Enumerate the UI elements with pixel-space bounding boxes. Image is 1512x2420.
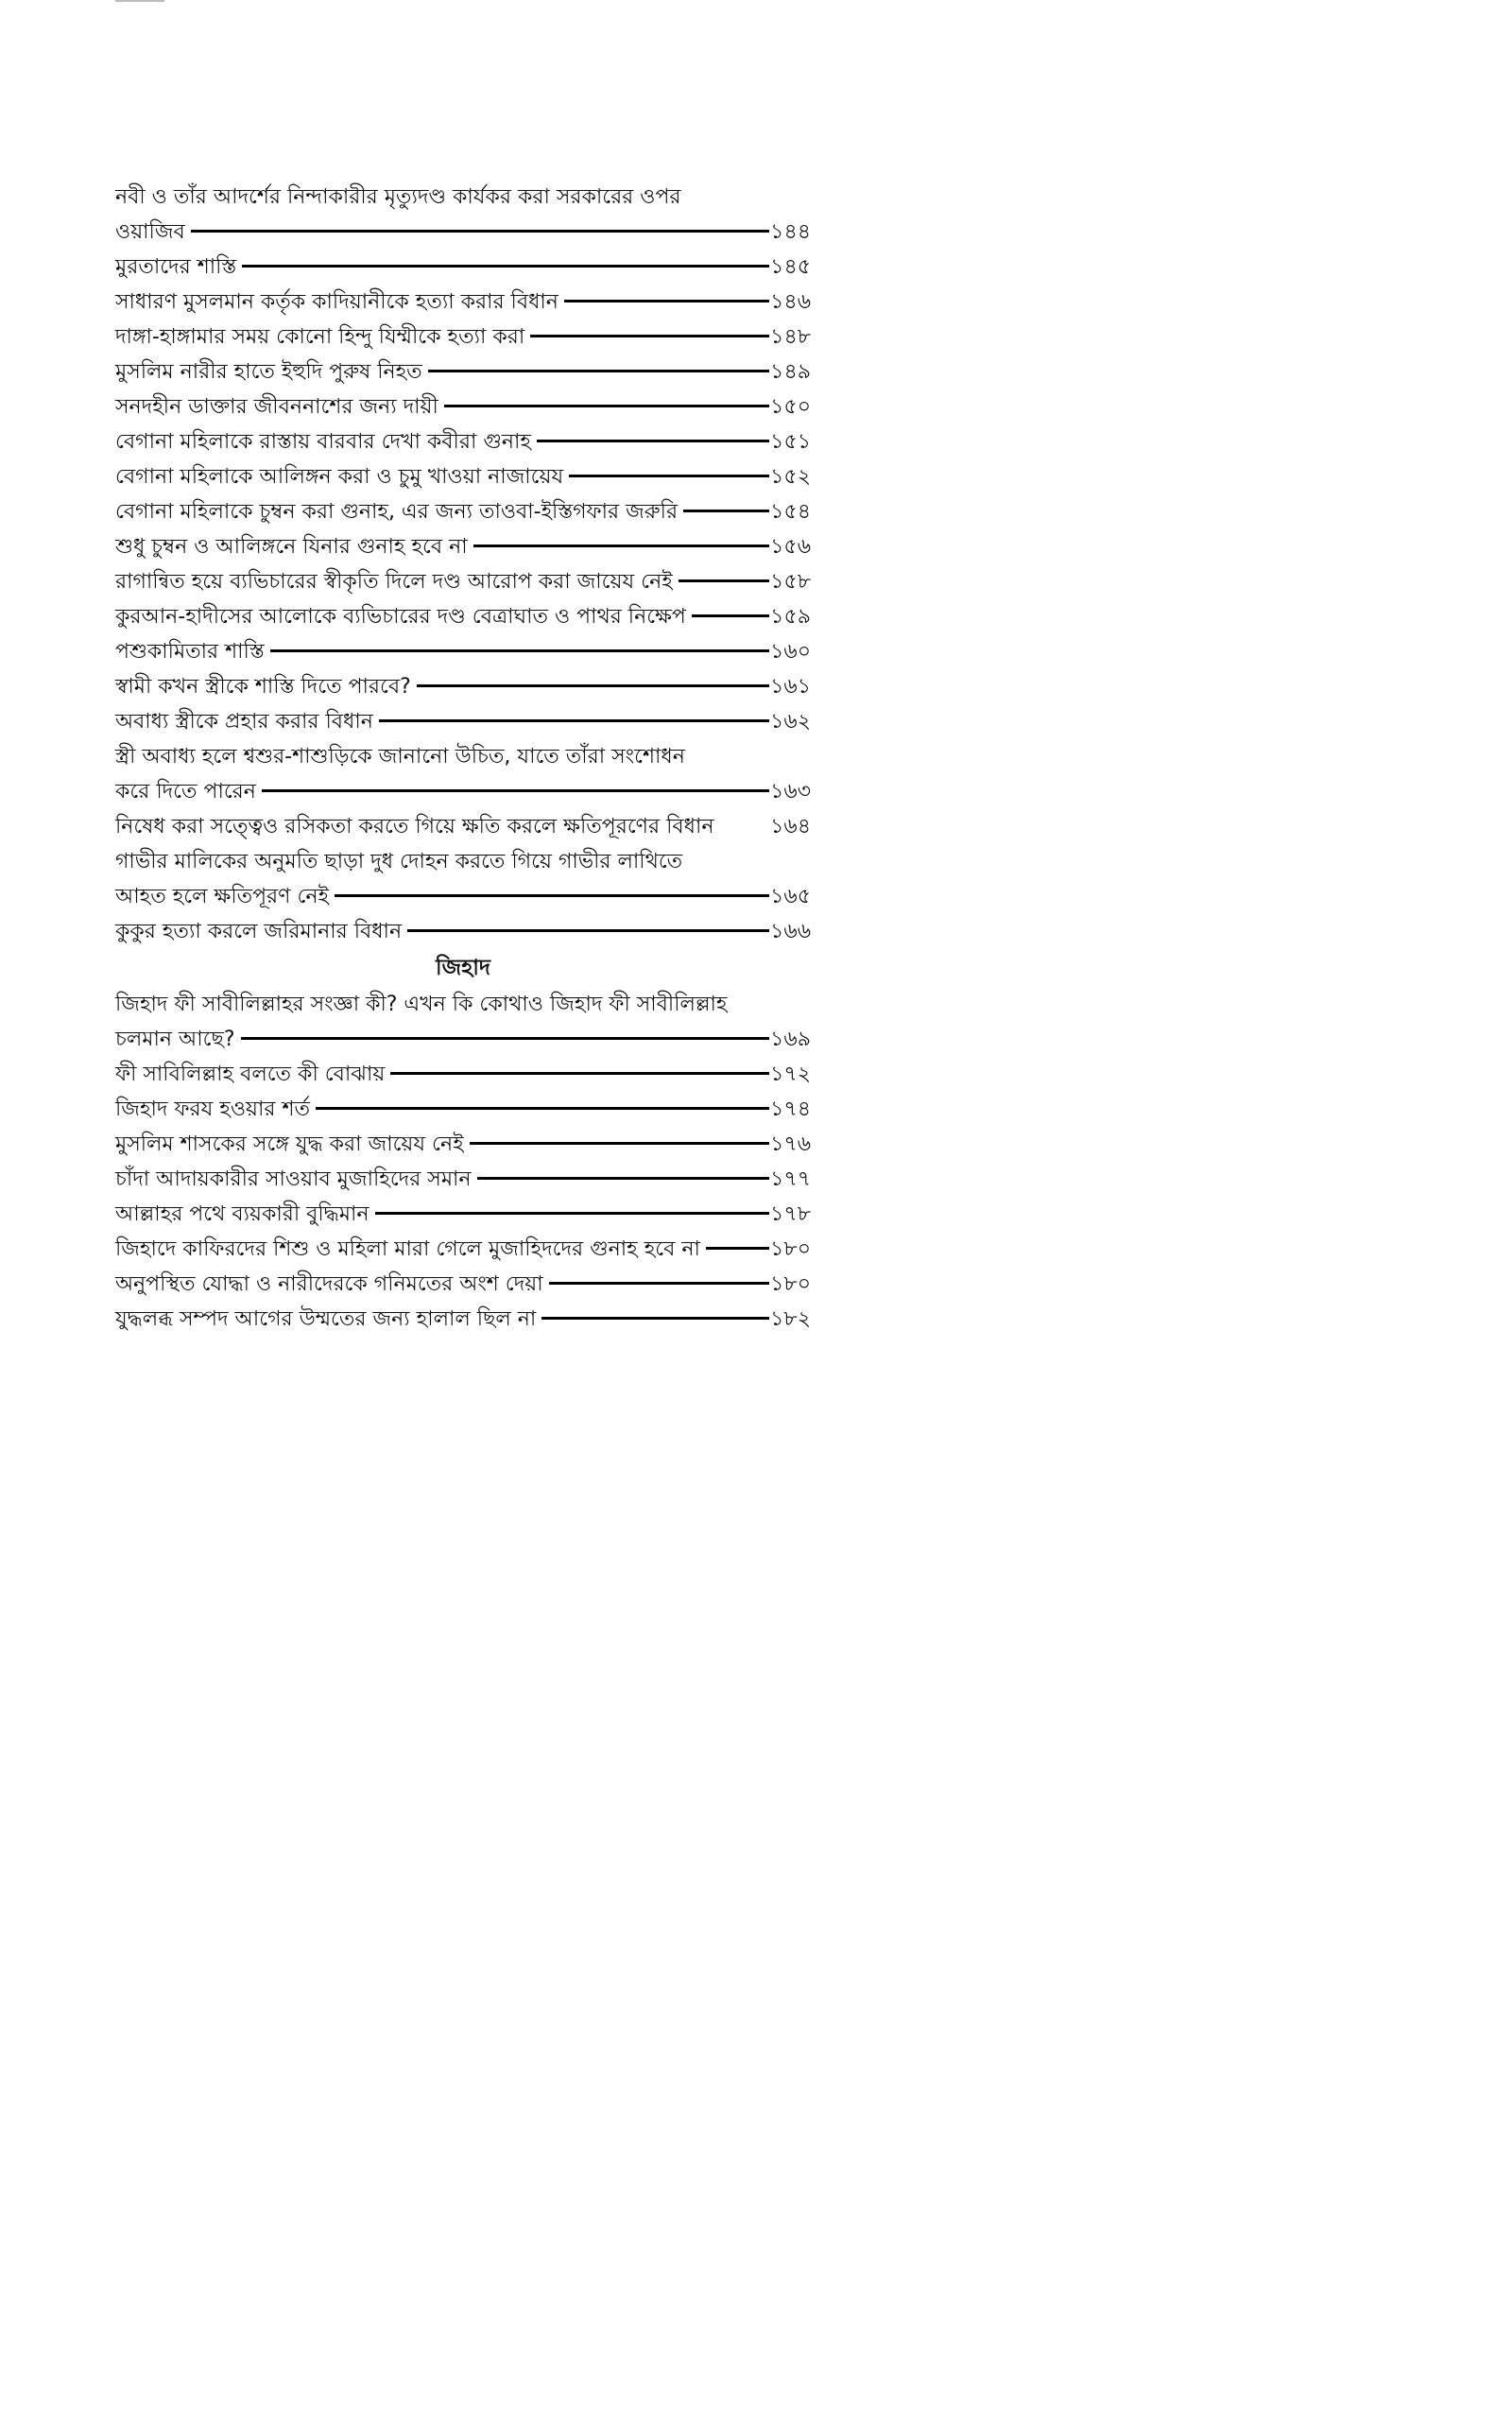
toc-entry xyxy=(115,494,811,529)
toc-entry xyxy=(115,459,811,494)
toc-entry-row xyxy=(115,1302,811,1337)
toc-entry xyxy=(115,1302,811,1337)
toc-entry xyxy=(115,424,811,459)
top-edge-mark xyxy=(115,0,164,2)
toc-entry xyxy=(115,1092,811,1127)
toc-entry-title: ফী সাবিলিল্লাহ বলতে কী বোঝায় xyxy=(115,1063,386,1086)
toc-leader-line xyxy=(564,300,769,302)
toc-page-number: ১৭৭ xyxy=(770,1167,811,1191)
toc-entry xyxy=(115,1162,811,1197)
toc-entry-title: সনদহীন ডাক্তার জীবননাশের জন্য দায়ী xyxy=(115,395,438,419)
toc-entry-row xyxy=(115,494,811,529)
toc-leader-line xyxy=(683,510,769,512)
toc-leader-line xyxy=(262,789,769,792)
toc-page-number: ১৫৮ xyxy=(770,570,811,594)
toc-page-number: ১৭৮ xyxy=(770,1202,811,1226)
toc-entry xyxy=(115,1057,811,1092)
toc-entry-row xyxy=(115,879,811,914)
toc-entry-row xyxy=(115,1057,811,1092)
toc-entry-row xyxy=(115,1162,811,1197)
toc-entry-title: কুকুর হত্যা করলে জরিমানার বিধান xyxy=(115,920,403,943)
toc-entry-title: আল্লাহর পথে ব্যয়কারী বুদ্ধিমান xyxy=(115,1202,369,1226)
toc-entry-row xyxy=(115,1127,811,1162)
section-heading-jihad: জিহাদ xyxy=(436,956,490,980)
toc-entry-title: শুধু চুম্বন ও আলিঙ্গনে যিনার গুনাহ হবে না xyxy=(115,535,468,559)
toc-entry-title: সাধারণ মুসলমান কর্তৃক কাদিয়ানীকে হত্যা করার বিধান xyxy=(115,290,558,314)
toc-page-number: ১৬৫ xyxy=(770,885,811,908)
toc-page-number: ১৮২ xyxy=(770,1307,811,1331)
toc-page-number: ১৬৩ xyxy=(770,780,811,804)
toc-entry-row xyxy=(115,634,811,669)
toc-entry-row xyxy=(115,914,811,949)
toc-entry-title: বেগানা মহিলাকে রাস্তায় বারবার দেখা কবীরা গুনাহ xyxy=(115,430,531,454)
toc-leader-line xyxy=(379,719,769,722)
toc-leader-line xyxy=(530,335,769,337)
toc-entry-row xyxy=(115,1232,811,1267)
toc-leader-line xyxy=(191,230,769,233)
toc-entry-row xyxy=(115,564,811,599)
toc-page-number: ১৪৬ xyxy=(770,290,811,314)
toc-section-jihad xyxy=(115,987,811,1337)
toc-leader-line xyxy=(477,1177,770,1180)
toc-leader-line xyxy=(407,929,769,932)
toc-leader-line xyxy=(537,440,769,442)
toc-entry-row xyxy=(115,320,811,354)
toc-page-number: ১৬৪ xyxy=(770,815,811,838)
toc-leader-line xyxy=(375,1212,770,1215)
toc-entry-row xyxy=(115,1022,811,1057)
toc-entry-title: বেগানা মহিলাকে চুম্বন করা গুনাহ, এর জন্য তাওবা-ইস্তিগফার জরুরি xyxy=(115,500,679,524)
toc-entry-row xyxy=(115,285,811,320)
toc-leader-line xyxy=(706,1247,769,1250)
toc-page-number: ১৪৪ xyxy=(770,220,811,244)
toc-page-number: ১৪৯ xyxy=(770,360,811,384)
toc-page-number: ১৭৬ xyxy=(770,1132,811,1156)
toc-entry-title: অনুপস্থিত যোদ্ধা ও নারীদেরকে গনিমতের অংশ দেয়া xyxy=(115,1272,543,1296)
toc-leader-line xyxy=(270,649,769,652)
toc-leader-line xyxy=(470,1142,770,1145)
toc-entry xyxy=(115,599,811,634)
toc-entry xyxy=(115,669,811,704)
toc-leader-line xyxy=(692,614,769,617)
toc-entry-title: মুসলিম নারীর হাতে ইহুদি পুরুষ নিহত xyxy=(115,360,422,384)
toc-leader-line xyxy=(316,1107,769,1110)
toc-page-number: ১৪৮ xyxy=(770,325,811,349)
toc-entry xyxy=(115,914,811,949)
toc-page-number: ১৫৯ xyxy=(770,605,811,629)
toc-entry-row xyxy=(115,774,811,809)
toc-entry-row xyxy=(115,250,811,285)
toc-page-number: ১৬৯ xyxy=(770,1028,811,1051)
toc-entry-title: মুরতাদের শাস্তি xyxy=(115,255,237,279)
toc-entry-row xyxy=(115,599,811,634)
toc-entry-title-line: গাভীর মালিকের অনুমতি ছাড়া দুধ দোহন করতে গিয়ে গাভীর লাথিতে xyxy=(115,850,683,873)
toc-entry xyxy=(115,250,811,285)
toc-page-number: ১৪৫ xyxy=(770,255,811,279)
toc-entry-title: আহত হলে ক্ষতিপূরণ নেই xyxy=(115,885,329,908)
toc-entry xyxy=(115,704,811,739)
toc-page-number: ১৫১ xyxy=(770,430,811,454)
toc-entry-row xyxy=(115,1267,811,1302)
toc-leader-line xyxy=(241,1037,770,1040)
toc-page-number: ১৬৬ xyxy=(770,920,811,943)
toc-entry xyxy=(115,987,811,1057)
toc-leader-line xyxy=(549,1282,770,1285)
toc-leader-line xyxy=(335,894,769,897)
toc-entry xyxy=(115,809,811,844)
toc-leader-line xyxy=(390,1072,769,1075)
toc-entry xyxy=(115,1197,811,1232)
toc-entry-title: অবাধ্য স্ত্রীকে প্রহার করার বিধান xyxy=(115,710,373,734)
toc-entry-row xyxy=(115,529,811,564)
toc-entry-row xyxy=(115,389,811,424)
toc-entry-row xyxy=(115,424,811,459)
toc-entry-row xyxy=(115,809,811,844)
toc-page-number: ১৬০ xyxy=(770,640,811,664)
toc-entry xyxy=(115,1267,811,1302)
toc-entry xyxy=(115,320,811,354)
toc-leader-line xyxy=(569,475,769,477)
toc-entry-row xyxy=(115,215,811,250)
toc-entry xyxy=(115,844,811,914)
toc-entry-title: দাঙ্গা-হাঙ্গামার সময় কোনো হিন্দু যিম্মীকে হত্যা করা xyxy=(115,325,525,349)
toc-entry-title: ওয়াজিব xyxy=(115,220,185,244)
toc-page-number: ১৮০ xyxy=(770,1237,811,1261)
toc-entry-title: রাগান্বিত হয়ে ব্যভিচারের স্বীকৃতি দিলে দণ্ড আরোপ করা জায়েয নেই xyxy=(115,570,673,594)
toc-entry-title: স্বামী কখন স্ত্রীকে শাস্তি দিতে পারবে? xyxy=(115,675,411,699)
toc-section-main xyxy=(115,180,811,949)
toc-entry xyxy=(115,389,811,424)
toc-entry-title: নিষেধ করা সত্ত্বেও রসিকতা করতে গিয়ে ক্ষতি করলে ক্ষতিপূরণের বিধান xyxy=(115,815,714,838)
toc-page-number: ১৭৪ xyxy=(770,1098,811,1121)
toc-entry-title: কুরআন-হাদীসের আলোকে ব্যভিচারের দণ্ড বেত্রাঘাত ও পাথর নিক্ষেপ xyxy=(115,605,686,629)
toc-entry xyxy=(115,564,811,599)
toc-entry xyxy=(115,634,811,669)
toc-page-number: ১৬২ xyxy=(770,710,811,734)
toc-entry xyxy=(115,285,811,320)
toc-entry-title: বেগানা মহিলাকে আলিঙ্গন করা ও চুমু খাওয়া নাজায়েয xyxy=(115,465,564,489)
table-of-contents xyxy=(115,180,811,1337)
toc-entry-title-line: নবী ও তাঁর আদর্শের নিন্দাকারীর মৃত্যুদণ্ড কার্যকর করা সরকারের ওপর xyxy=(115,185,681,209)
toc-page-number: ১৭২ xyxy=(770,1063,811,1086)
toc-entry-title: চাঁদা আদায়কারীর সাওয়াব মুজাহিদের সমান xyxy=(115,1167,472,1191)
toc-entry-row xyxy=(115,1197,811,1232)
toc-entry-row xyxy=(115,669,811,704)
toc-page-number: ১৫২ xyxy=(770,465,811,489)
toc-entry xyxy=(115,180,811,250)
toc-entry xyxy=(115,739,811,809)
toc-leader-line xyxy=(541,1317,769,1320)
toc-leader-line xyxy=(679,579,770,582)
toc-entry-title: চলমান আছে? xyxy=(115,1028,235,1051)
toc-entry-title-line: জিহাদ ফী সাবীলিল্লাহর সংজ্ঞা কী? এখন কি কোথাও জিহাদ ফী সাবীলিল্লাহ xyxy=(115,993,728,1016)
toc-entry-title: মুসলিম শাসকের সঙ্গে যুদ্ধ করা জায়েয নেই xyxy=(115,1132,464,1156)
toc-entry-title: জিহাদ ফরয হওয়ার শর্ত xyxy=(115,1098,311,1121)
toc-entry xyxy=(115,1232,811,1267)
toc-leader-line xyxy=(428,370,769,372)
toc-page-number: ১৮০ xyxy=(770,1272,811,1296)
toc-entry-title: পশুকামিতার শাস্তি xyxy=(115,640,265,664)
toc-entry-title: করে দিতে পারেন xyxy=(115,780,256,804)
toc-entry-title-line: স্ত্রী অবাধ্য হলে শ্বশুর-শাশুড়িকে জানানো উচিত, যাতে তাঁরা সংশোধন xyxy=(115,745,685,769)
toc-entry-row xyxy=(115,354,811,389)
toc-entry xyxy=(115,1127,811,1162)
toc-leader-line xyxy=(242,265,769,268)
toc-entry-row xyxy=(115,459,811,494)
toc-page-number: ১৬১ xyxy=(770,675,811,699)
toc-entry xyxy=(115,354,811,389)
toc-leader-line xyxy=(444,405,769,407)
toc-entry-row xyxy=(115,704,811,739)
toc-leader-line xyxy=(417,684,769,687)
toc-entry-title: যুদ্ধলব্ধ সম্পদ আগের উম্মতের জন্য হালাল ছিল না xyxy=(115,1307,537,1331)
toc-page-number: ১৫৬ xyxy=(770,535,811,559)
toc-entry-title: জিহাদে কাফিরদের শিশু ও মহিলা মারা গেলে মুজাহিদদের গুনাহ হবে না xyxy=(115,1237,700,1261)
toc-entry-row xyxy=(115,1092,811,1127)
toc-leader-line xyxy=(473,544,770,547)
toc-page-number: ১৫০ xyxy=(770,395,811,419)
toc-page-number: ১৫৪ xyxy=(770,500,811,524)
toc-entry xyxy=(115,529,811,564)
